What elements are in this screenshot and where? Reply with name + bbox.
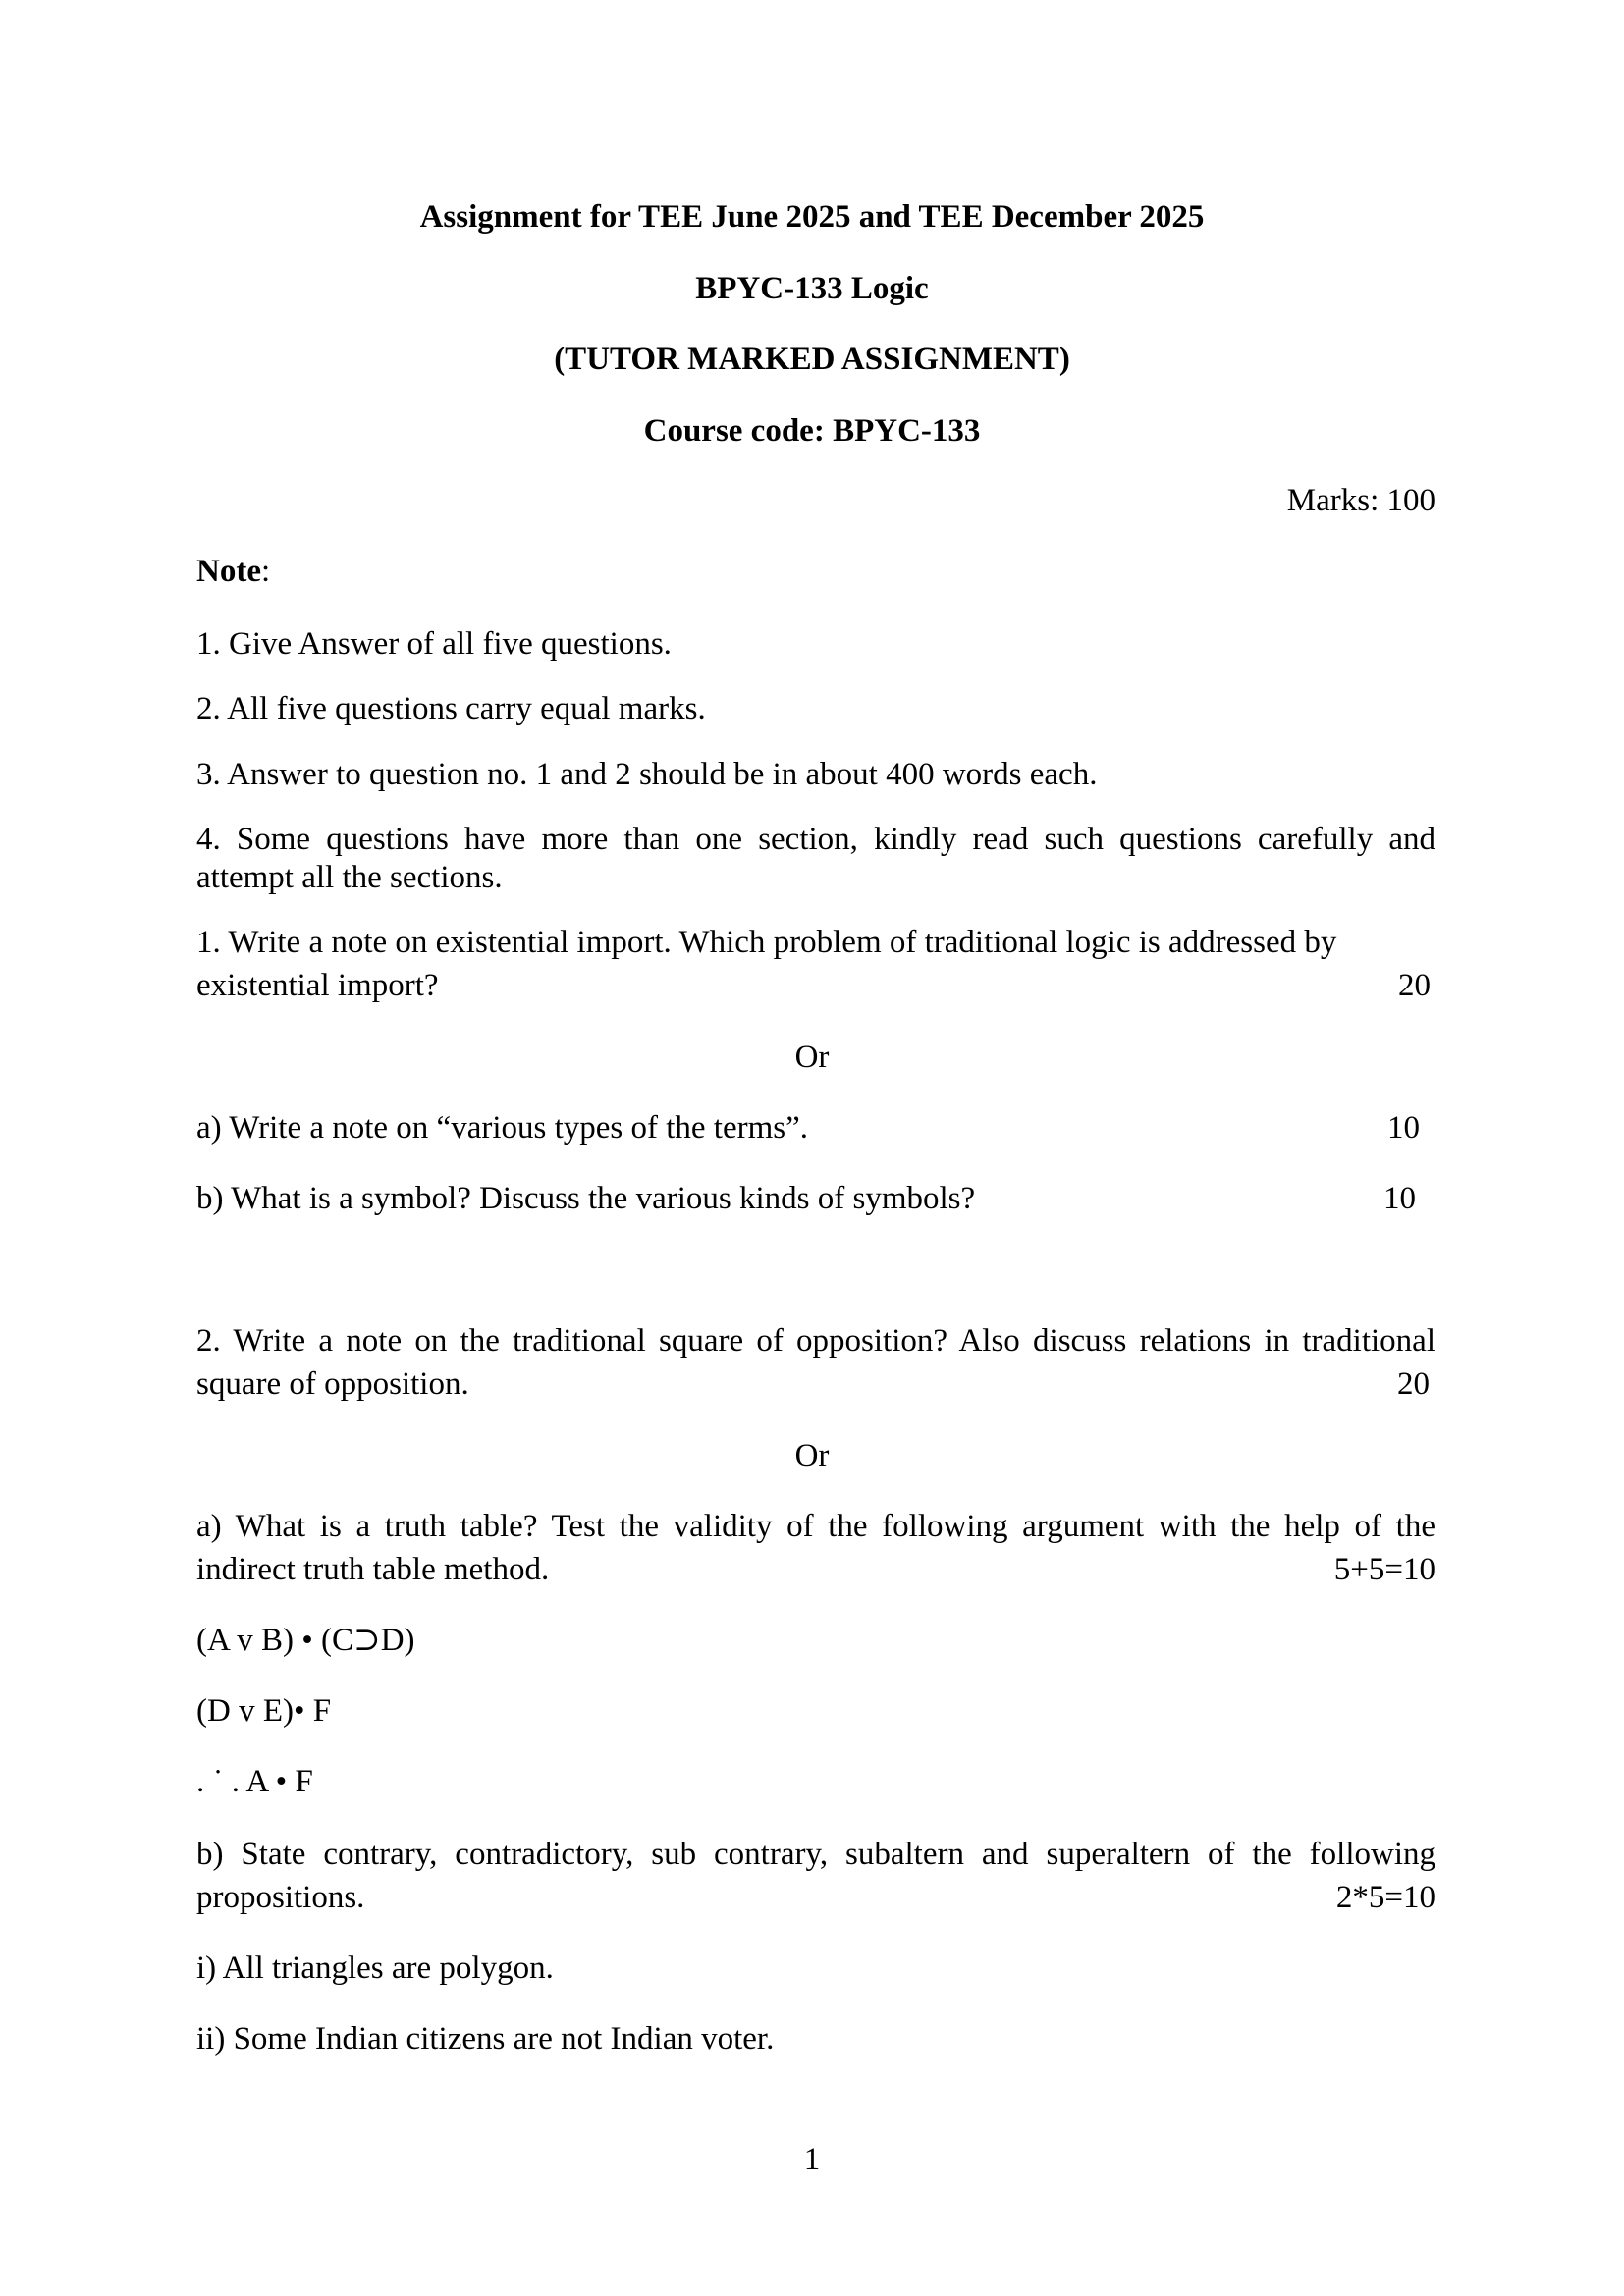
course-code: Course code: BPYC-133 bbox=[643, 413, 981, 449]
premise-1: (A v B) • (C⊃D) bbox=[196, 1623, 415, 1658]
question-1a-marks: 10 bbox=[1387, 1110, 1420, 1146]
question-2-or: Or bbox=[794, 1438, 830, 1473]
premise-2: (D v E)• F bbox=[196, 1693, 332, 1729]
question-2b-marks: 2*5=10 bbox=[1335, 1880, 1435, 1915]
note-item-4-line-2: attempt all the sections. bbox=[196, 860, 503, 895]
note-item-3: 3. Answer to question no. 1 and 2 should be in about 400 words each. bbox=[196, 757, 1098, 792]
question-2b-line-2: propositions. bbox=[196, 1880, 365, 1915]
question-1-line-2: existential import? bbox=[196, 968, 439, 1003]
assignment-title: Assignment for TEE June 2025 and TEE December 2025 bbox=[419, 199, 1205, 235]
note-heading bbox=[196, 556, 270, 588]
question-2-marks: 20 bbox=[1397, 1366, 1430, 1402]
question-2a-marks: 5+5=10 bbox=[1333, 1552, 1435, 1587]
question-2a-line-2: indirect truth table method. bbox=[196, 1552, 550, 1587]
note-colon: : bbox=[260, 554, 271, 589]
note-item-4-line-1: 4. Some questions have more than one section, kindly read such questions carefully and bbox=[196, 822, 1435, 857]
proposition-2: ii) Some Indian citizens are not Indian voter. bbox=[196, 2021, 775, 2056]
assignment-type: (TUTOR MARKED ASSIGNMENT) bbox=[554, 342, 1070, 377]
question-1a-text: a) Write a note on “various types of the terms”. bbox=[196, 1110, 809, 1146]
question-1-marks: 20 bbox=[1398, 968, 1431, 1003]
note-item-1: 1. Give Answer of all five questions. bbox=[196, 626, 672, 662]
question-2b-line-1: b) State contrary, contradictory, sub contrary, subaltern and superaltern of the following bbox=[196, 1837, 1435, 1872]
question-1b-text: b) What is a symbol? Discuss the various kinds of symbols? bbox=[196, 1181, 976, 1216]
question-2-line-2: square of opposition. bbox=[196, 1366, 469, 1402]
conclusion: . ˙ . A • F bbox=[196, 1764, 313, 1799]
question-1-or: Or bbox=[794, 1040, 830, 1075]
page-number: 1 bbox=[803, 2142, 821, 2177]
proposition-1: i) All triangles are polygon. bbox=[196, 1950, 554, 1986]
total-marks: Marks: 100 bbox=[1286, 483, 1435, 518]
question-1-line-1: 1. Write a note on existential import. Which problem of traditional logic is addressed by bbox=[196, 925, 1337, 960]
note-label: Note bbox=[196, 554, 261, 589]
course-title: BPYC-133 Logic bbox=[695, 271, 929, 306]
question-1b-marks: 10 bbox=[1383, 1181, 1416, 1216]
note-item-2: 2. All five questions carry equal marks. bbox=[196, 691, 706, 726]
question-2a-line-1: a) What is a truth table? Test the validity of the following argument with the help of the bbox=[196, 1509, 1435, 1544]
question-2-line-1: 2. Write a note on the traditional square of opposition? Also discuss relations in traditional bbox=[196, 1323, 1435, 1359]
